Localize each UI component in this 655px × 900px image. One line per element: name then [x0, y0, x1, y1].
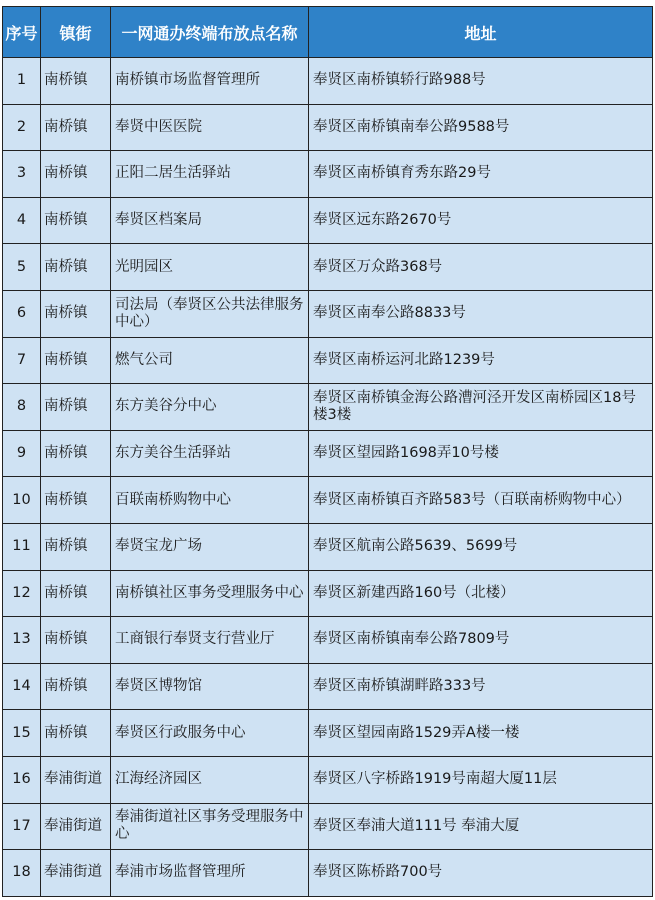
- row-name-cell: 南桥镇社区事务受理服务中心: [111, 570, 309, 617]
- row-name-cell: 工商银行奉贤支行营业厅: [111, 617, 309, 664]
- row-town-cell: 南桥镇: [41, 430, 111, 477]
- row-seq-cell: 1: [3, 58, 41, 105]
- row-seq-cell: 7: [3, 337, 41, 384]
- table-row: [3, 244, 653, 291]
- row-name-cell: 奉贤区博物馆: [111, 663, 309, 710]
- row-seq-cell: 5: [3, 244, 41, 291]
- row-seq-cell: 9: [3, 430, 41, 477]
- row-town-cell: 奉浦街道: [41, 756, 111, 803]
- table-row: [3, 803, 653, 850]
- table-row: [3, 477, 653, 524]
- row-address-cell: 奉贤区南桥镇湖畔路333号: [309, 663, 653, 710]
- row-town-cell: 南桥镇: [41, 244, 111, 291]
- row-name-cell: 南桥镇市场监督管理所: [111, 58, 309, 105]
- header-row: [3, 7, 653, 58]
- row-town-cell: 奉浦街道: [41, 850, 111, 897]
- row-town-cell: 南桥镇: [41, 617, 111, 664]
- row-town-cell: 南桥镇: [41, 290, 111, 337]
- terminal-location-table: [2, 6, 653, 897]
- row-town-cell: 南桥镇: [41, 477, 111, 524]
- row-name-cell: 光明园区: [111, 244, 309, 291]
- row-town-cell: 南桥镇: [41, 337, 111, 384]
- row-town-cell: 南桥镇: [41, 710, 111, 757]
- row-seq-cell: 4: [3, 197, 41, 244]
- row-name-cell: 奉浦街道社区事务受理服务中心: [111, 803, 309, 850]
- table-row: [3, 384, 653, 431]
- row-address-cell: 奉贤区远东路2670号: [309, 197, 653, 244]
- table-row: [3, 710, 653, 757]
- row-name-cell: 奉贤宝龙广场: [111, 523, 309, 570]
- row-town-cell: 南桥镇: [41, 197, 111, 244]
- header-address: 地址: [309, 7, 653, 58]
- table-row: [3, 430, 653, 477]
- table-header: [3, 7, 653, 58]
- row-address-cell: 奉贤区望园路1698弄10号楼: [309, 430, 653, 477]
- table-row: [3, 663, 653, 710]
- table-row: [3, 337, 653, 384]
- row-town-cell: 南桥镇: [41, 663, 111, 710]
- table-row: [3, 197, 653, 244]
- row-seq-cell: 11: [3, 523, 41, 570]
- row-address-cell: 奉贤区南桥镇百齐路583号（百联南桥购物中心）: [309, 477, 653, 524]
- row-seq-cell: 8: [3, 384, 41, 431]
- row-town-cell: 南桥镇: [41, 384, 111, 431]
- header-name: 一网通办终端布放点名称: [111, 7, 309, 58]
- row-seq-cell: 2: [3, 104, 41, 151]
- row-town-cell: 南桥镇: [41, 104, 111, 151]
- row-name-cell: 奉贤中医医院: [111, 104, 309, 151]
- table-row: [3, 151, 653, 198]
- row-address-cell: 奉贤区新建西路160号（北楼）: [309, 570, 653, 617]
- row-address-cell: 奉贤区万众路368号: [309, 244, 653, 291]
- row-address-cell: 奉贤区陈桥路700号: [309, 850, 653, 897]
- row-town-cell: 南桥镇: [41, 523, 111, 570]
- row-address-cell: 奉贤区望园南路1529弄A楼一楼: [309, 710, 653, 757]
- row-address-cell: 奉贤区航南公路5639、5699号: [309, 523, 653, 570]
- row-seq-cell: 15: [3, 710, 41, 757]
- row-address-cell: 奉贤区南桥镇南奉公路9588号: [309, 104, 653, 151]
- row-seq-cell: 3: [3, 151, 41, 198]
- row-seq-cell: 14: [3, 663, 41, 710]
- table-row: [3, 290, 653, 337]
- table-row: [3, 570, 653, 617]
- row-seq-cell: 16: [3, 756, 41, 803]
- row-name-cell: 司法局（奉贤区公共法律服务中心）: [111, 290, 309, 337]
- row-address-cell: 奉贤区南桥镇南奉公路7809号: [309, 617, 653, 664]
- row-town-cell: 南桥镇: [41, 151, 111, 198]
- row-name-cell: 江海经济园区: [111, 756, 309, 803]
- row-address-cell: 奉贤区南桥镇育秀东路29号: [309, 151, 653, 198]
- row-address-cell: 奉贤区奉浦大道111号 奉浦大厦: [309, 803, 653, 850]
- row-town-cell: 奉浦街道: [41, 803, 111, 850]
- row-town-cell: 南桥镇: [41, 58, 111, 105]
- row-name-cell: 正阳二居生活驿站: [111, 151, 309, 198]
- table-row: [3, 850, 653, 897]
- row-seq-cell: 18: [3, 850, 41, 897]
- row-name-cell: 奉浦市场监督管理所: [111, 850, 309, 897]
- table-row: [3, 58, 653, 105]
- row-name-cell: 东方美谷分中心: [111, 384, 309, 431]
- table-row: [3, 617, 653, 664]
- table-body: [3, 58, 653, 897]
- row-name-cell: 百联南桥购物中心: [111, 477, 309, 524]
- table-row: [3, 756, 653, 803]
- row-address-cell: 奉贤区八字桥路1919号南超大厦11层: [309, 756, 653, 803]
- row-address-cell: 奉贤区南桥运河北路1239号: [309, 337, 653, 384]
- table-row: [3, 523, 653, 570]
- row-name-cell: 燃气公司: [111, 337, 309, 384]
- header-seq: 序号: [3, 7, 41, 58]
- row-name-cell: 东方美谷生活驿站: [111, 430, 309, 477]
- table-row: [3, 104, 653, 151]
- row-address-cell: 奉贤区南桥镇轿行路988号: [309, 58, 653, 105]
- header-town: 镇街: [41, 7, 111, 58]
- row-name-cell: 奉贤区行政服务中心: [111, 710, 309, 757]
- row-town-cell: 南桥镇: [41, 570, 111, 617]
- row-address-cell: 奉贤区南桥镇金海公路漕河泾开发区南桥园区18号楼3楼: [309, 384, 653, 431]
- row-seq-cell: 6: [3, 290, 41, 337]
- row-seq-cell: 10: [3, 477, 41, 524]
- row-address-cell: 奉贤区南奉公路8833号: [309, 290, 653, 337]
- row-seq-cell: 13: [3, 617, 41, 664]
- row-seq-cell: 17: [3, 803, 41, 850]
- row-name-cell: 奉贤区档案局: [111, 197, 309, 244]
- row-seq-cell: 12: [3, 570, 41, 617]
